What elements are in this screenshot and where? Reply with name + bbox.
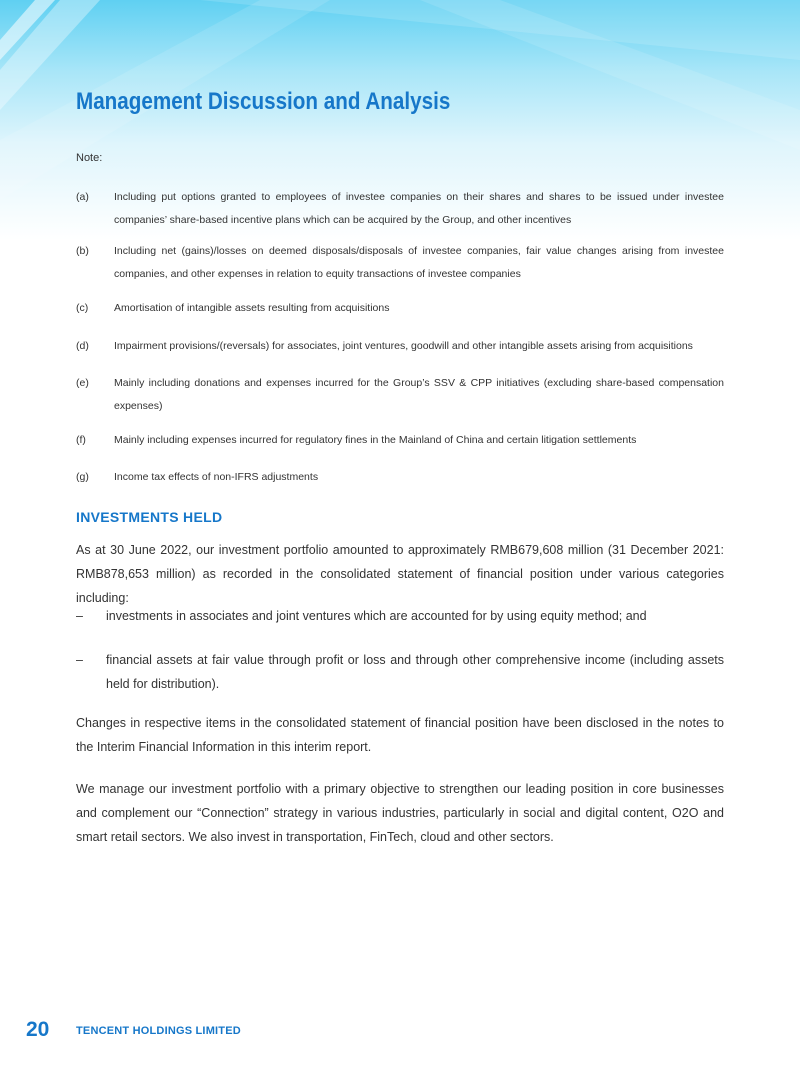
company-name: TENCENT HOLDINGS LIMITED [76,1025,241,1037]
note-text: Mainly including expenses incurred for regulatory fines in the Mainland of China and certain litigation settlements [114,434,637,446]
note-tag: (e) [76,377,89,389]
changes-paragraph: Changes in respective items in the consolidated statement of financial position have been disclosed in the notes to the Interim Financial Information in this interim report. [76,716,724,754]
note-item-d [76,335,724,358]
note-text: Including put options granted to employees of investee companies on their shares and shares to be issued under investee companies’ share-based incentive plans which can be acquired by the Group, and other incentives [114,191,724,226]
bullet-item-1 [76,604,724,628]
note-label: Note: [76,152,103,164]
note-text: Impairment provisions/(reversals) for associates, joint ventures, goodwill and other intangible assets arising from acquisitions [114,340,693,352]
note-tag: (a) [76,191,89,203]
bullet-item-2 [76,648,724,696]
section-heading: INVESTMENTS HELD [76,509,223,525]
note-tag: (c) [76,302,89,314]
note-text: Income tax effects of non-IFRS adjustments [114,471,319,483]
note-tag: (d) [76,340,89,352]
bullet-text: financial assets at fair value through profit or loss and through other comprehensive income (including assets held for distribution). [106,653,724,691]
note-text: Amortisation of intangible assets resulting from acquisitions [114,302,390,314]
note-item-f [76,429,724,452]
bullet-dash: – [76,653,83,667]
note-text: Mainly including donations and expenses incurred for the Group’s SSV & CPP initiatives (excluding share-based compensation expenses) [114,377,724,412]
note-tag: (g) [76,471,89,483]
note-text: Including net (gains)/losses on deemed disposals/disposals of investee companies, fair value changes arising from investee companies, and other expenses in relation to equity transactions of investee companies [114,245,724,280]
page-number: 20 [26,1018,50,1041]
bullet-dash: – [76,609,83,623]
note-tag: (f) [76,434,86,446]
page-title: Management Discussion and Analysis [76,88,451,115]
note-item-c [76,297,724,320]
note-item-g [76,466,724,489]
note-tag: (b) [76,245,89,257]
bullet-text: investments in associates and joint ventures which are accounted for by using equity method; and [106,609,647,623]
intro-paragraph: As at 30 June 2022, our investment portfolio amounted to approximately RMB679,608 million (31 December 2021: RMB878,653 million) as recorded in the consolidated statement of financial position under various categories including: [76,543,724,605]
note-item-b [76,240,724,286]
note-item-e [76,372,724,418]
strategy-paragraph: We manage our investment portfolio with a primary objective to strengthen our leading position in core businesses and complement our “Connection” strategy in various industries, particularly in social and digital content, O2O and smart retail sectors. We also invest in transportation, FinTech, cloud and other sectors. [76,782,724,844]
note-item-a [76,186,724,232]
